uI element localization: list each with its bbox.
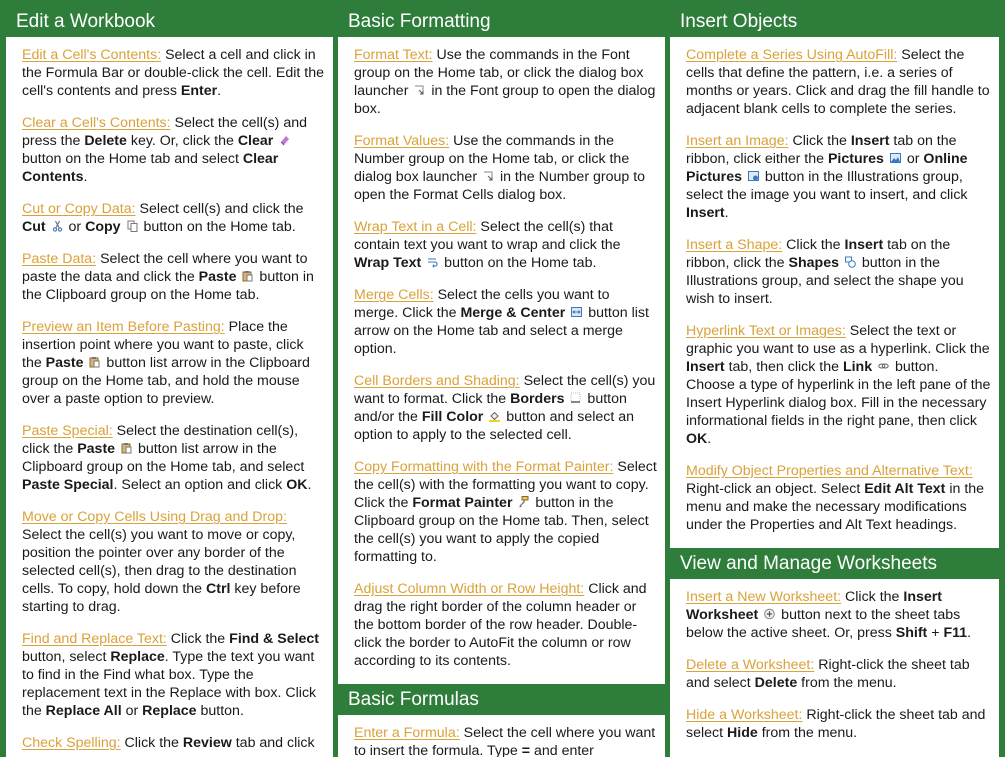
entry	[22, 46, 325, 100]
section-title-basic-formulas: Basic Formulas	[338, 684, 665, 715]
fill-color-icon	[489, 410, 500, 422]
entry-description: Use the commands in the Font group on the Home tab, or click the dialog box launcher in the Font group to open the dialog box.	[354, 47, 656, 117]
entry-description: Use the commands in the Number group on the Home tab, or click the dialog box launcher in the Number group to open the Format Cells dialog box.	[354, 133, 646, 203]
entry-description: Click the Find & Select button, select Replace. Type the text you want to find in the Find what box. Type the replacement text in the Replace with box. Click the Replace All or Replace button.	[22, 631, 320, 719]
entry	[686, 588, 991, 642]
entry-description: Place the insertion point where you want to paste, click the Paste button list arrow in the Clipboard group on the Home tab, and hold the mouse over a paste option to preview.	[22, 319, 310, 407]
column-basic-formatting	[338, 6, 665, 757]
entry	[22, 250, 325, 304]
entries-basic-formatting	[338, 37, 665, 757]
format-painter-icon	[518, 496, 529, 508]
entry-topic-link[interactable]: Format Values:	[354, 133, 450, 149]
entry-topic-link[interactable]: Enter a Formula:	[354, 725, 460, 741]
wrap-text-icon	[427, 256, 438, 268]
entry	[354, 372, 657, 444]
entry-description: Select the text or graphic you want to use as a hyperlink. Click the Insert tab, then click the Link button. Choose a type of hyperlink in the left pane of the Insert Hyperlink dialog box. Fill in the necessary informational fields in the right pane, then click OK.	[686, 323, 991, 447]
entry-description: Right-click an object. Select Edit Alt Text in the menu and make the necessary modifications under the Properties and Alt Text headings.	[686, 481, 985, 533]
entry-description: Click the Insert tab on the ribbon, click the Shapes button in the Illustrations group, and select the shape you wish to insert.	[686, 237, 964, 307]
entry-topic-link[interactable]: Find and Replace Text:	[22, 631, 167, 647]
entry-topic-link[interactable]: Insert a Shape:	[686, 237, 783, 253]
link-icon	[878, 360, 889, 372]
online-pictures-icon	[748, 170, 759, 182]
entry-description: Select the cells that define the pattern, i.e. a series of months or years. Click and drag the fill handle to adjacent blank cells to complete the series.	[686, 47, 990, 117]
copy-icon	[127, 220, 138, 232]
entry-topic-link[interactable]: Clear a Cell's Contents:	[22, 115, 171, 131]
basic-formulas-list	[354, 724, 657, 757]
entry-topic-link[interactable]: Copy Formatting with the Format Painter:	[354, 459, 614, 475]
entry-topic-link[interactable]: Delete a Worksheet:	[686, 657, 815, 673]
entry-description: Click the Insert Worksheet button next to the sheet tabs below the active sheet. Or, press Shift + F11.	[686, 589, 972, 641]
entry	[686, 236, 991, 308]
entry-description: Select the cell(s) you want to move or copy, position the pointer over any border of the selected cell(s), then drag to the destination cells. To copy, hold down the Ctrl key before starting to drag.	[22, 527, 301, 615]
column-edit-workbook	[6, 6, 333, 757]
paste-icon	[121, 442, 132, 454]
entry-description: Click the Review tab and click	[120, 735, 315, 751]
entry	[686, 706, 991, 742]
entry	[22, 630, 325, 720]
plus-circle-icon	[764, 608, 775, 620]
entry-topic-link[interactable]: Check Spelling:	[22, 735, 121, 751]
entry-description: Right-click the sheet tab and select Hide from the menu.	[686, 707, 986, 741]
entry	[686, 46, 991, 118]
entry	[354, 286, 657, 358]
entry-topic-link[interactable]: Cell Borders and Shading:	[354, 373, 520, 389]
insert-objects-list	[686, 46, 991, 534]
entry	[22, 114, 325, 186]
entry	[354, 580, 657, 670]
paste-icon	[89, 356, 100, 368]
entry-topic-link[interactable]: Merge Cells:	[354, 287, 434, 303]
entry	[354, 724, 657, 757]
pictures-icon	[890, 152, 901, 164]
scissors-icon	[52, 220, 63, 232]
entry	[686, 656, 991, 692]
entry-topic-link[interactable]: Insert an Image:	[686, 133, 789, 149]
entry-topic-link[interactable]: Paste Data:	[22, 251, 97, 267]
entry-description: Click and drag the right border of the column header or the bottom border of the row header. Double-click the border to AutoFit the column or row according to its contents.	[354, 581, 647, 669]
entry-description: Click the Insert tab on the ribbon, click either the Pictures or Online Pictures button in the Illustrations group, select the image you want to insert, and click Insert.	[686, 133, 968, 221]
entry-description: Select the cell where you want to insert the formula. Type = and enter	[354, 725, 656, 757]
merge-center-icon	[571, 306, 582, 318]
entry-description: Select the cell(s) with the formatting you want to copy. Click the Format Painter button in the Clipboard group on the Home tab. Then, select the cell(s) you want to apply the copied formatting to.	[354, 459, 657, 565]
entry-description: Select cell(s) and click the Cut or Copy button on the Home tab.	[22, 201, 304, 235]
entry-topic-link[interactable]: Adjust Column Width or Row Height:	[354, 581, 585, 597]
entry	[22, 318, 325, 408]
entries-edit-workbook	[6, 37, 333, 752]
entry-topic-link[interactable]: Preview an Item Before Pasting:	[22, 319, 225, 335]
section-title-basic-formatting: Basic Formatting	[338, 6, 665, 37]
entry	[22, 422, 325, 494]
entry-topic-link[interactable]: Insert a New Worksheet:	[686, 589, 842, 605]
section-title-insert-objects: Insert Objects	[670, 6, 999, 37]
entry	[354, 46, 657, 118]
entry	[686, 322, 991, 448]
entry	[22, 734, 325, 752]
entry	[686, 132, 991, 222]
entry	[686, 462, 991, 534]
dialog-launcher-icon	[483, 170, 494, 182]
entry	[354, 132, 657, 204]
dialog-launcher-icon	[414, 84, 425, 96]
entry-description: Select the cell(s) you want to format. Click the Borders button and/or the Fill Color button and select an option to apply to the selected cell.	[354, 373, 656, 443]
entry-topic-link[interactable]: Modify Object Properties and Alternative Text:	[686, 463, 973, 479]
section-title-view-manage-worksheets: View and Manage Worksheets	[670, 548, 999, 579]
shapes-icon	[845, 256, 856, 268]
paste-icon	[242, 270, 253, 282]
entry-topic-link[interactable]: Move or Copy Cells Using Drag and Drop:	[22, 509, 287, 525]
entry-description: Select a cell and click in the Formula Bar or double-click the cell. Edit the cell's contents and press Enter.	[22, 47, 325, 99]
entry	[354, 458, 657, 566]
eraser-icon	[279, 134, 290, 146]
entry-topic-link[interactable]: Hyperlink Text or Images:	[686, 323, 846, 339]
entry-topic-link[interactable]: Paste Special:	[22, 423, 113, 439]
entry-topic-link[interactable]: Wrap Text in a Cell:	[354, 219, 477, 235]
borders-icon	[570, 392, 581, 404]
column-insert-objects	[670, 6, 999, 757]
entries-insert-objects	[670, 37, 999, 742]
entry	[354, 218, 657, 272]
section-title-edit-workbook: Edit a Workbook	[6, 6, 333, 37]
entry-description: Select the destination cell(s), click the Paste button list arrow in the Clipboard group on the Home tab, and select Paste Special. Select an option and click OK.	[22, 423, 312, 493]
entry-description: Select the cell(s) that contain text you want to wrap and click the Wrap Text button on the Home tab.	[354, 219, 621, 271]
entry-topic-link[interactable]: Complete a Series Using AutoFill:	[686, 47, 898, 63]
entry-topic-link[interactable]: Format Text:	[354, 47, 433, 63]
entry-topic-link[interactable]: Hide a Worksheet:	[686, 707, 803, 723]
entry-topic-link[interactable]: Edit a Cell's Contents:	[22, 47, 162, 63]
worksheets-list	[686, 588, 991, 742]
entry-description: Right-click the sheet tab and select Delete from the menu.	[686, 657, 970, 691]
entry	[22, 200, 325, 236]
entry-description: Select the cell(s) and press the Delete key. Or, click the Clear button on the Home tab and select Clear Contents.	[22, 115, 308, 185]
basic-formatting-list	[354, 46, 657, 670]
entry-description: Select the cells you want to merge. Click the Merge & Center button list arrow on the Home tab and select a merge option.	[354, 287, 649, 357]
entry-topic-link[interactable]: Cut or Copy Data:	[22, 201, 136, 217]
entry-description: Select the cell where you want to paste the data and click the Paste button in the Clipboard group on the Home tab.	[22, 251, 314, 303]
entry	[22, 508, 325, 616]
